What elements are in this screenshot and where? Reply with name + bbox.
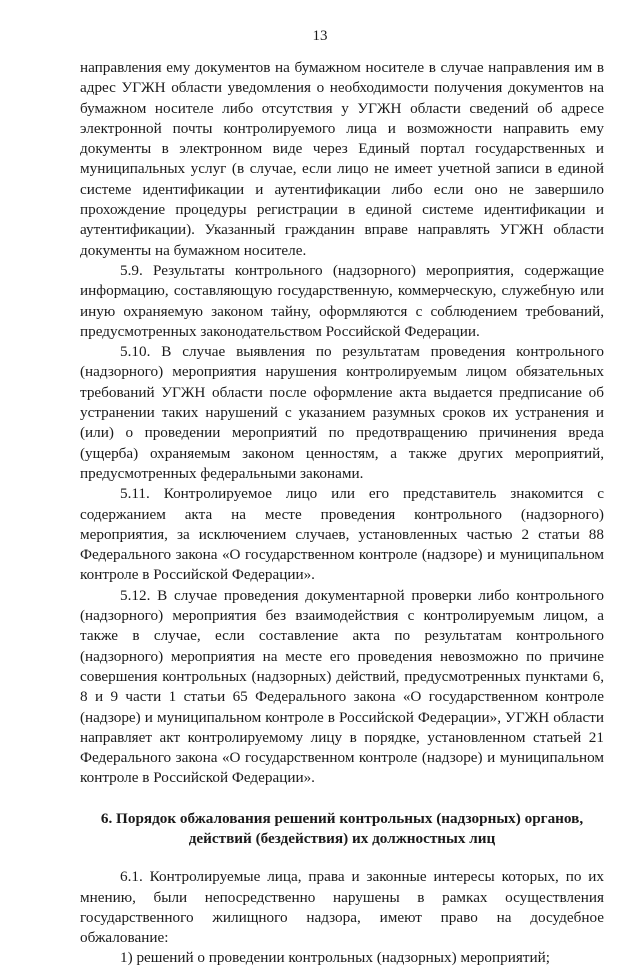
document-body <box>80 58 604 969</box>
paragraph-5-9: 5.9. Результаты контрольного (надзорного) мероприятия, содержащие информацию, составляющую государственную, коммерческую, служебную или иную охраняемую законом тайну, оформляются с соблюдением требований, предусмотренных законодательством Российской Федерации. <box>80 261 604 340</box>
paragraph-continuation: направления ему документов на бумажном носителе в случае направления им в адрес УГЖН области уведомления о необходимости получения документов на бумажном носителе либо отсутствия у УГЖН области сведений об адресе электронной почты контролируемого лица и возможности направить ему документы в электронном виде через Единый портал государственных и муниципальных услуг (в случае, если лицо не имеет учетной записи в единой системе идентификации и аутентификации либо если оно не завершило прохождение процедуры регистрации в единой системе идентификации и аутентификации). Указанный гражданин вправе направлять УГЖН области документы на бумажном носителе. <box>80 59 604 259</box>
paragraph-6-1-item-1: 1) решений о проведении контрольных (надзорных) мероприятий; <box>120 949 550 967</box>
page-number: 13 <box>312 28 328 44</box>
paragraph-5-10: 5.10. В случае выявления по результатам проведения контрольного (надзорного) мероприятия нарушения контролируемым лицом обязательных требований УГЖН области после оформление акта выдается предписание об устранении таких нарушений с указанием разумных сроков их устранения и (или) о проведении мероприятий по предотвращению причинения вреда (ущерба) охраняемым законом ценностям, а также других мероприятий, предусмотренных федеральными законами. <box>80 343 604 482</box>
paragraph-6-1: 6.1. Контролируемые лица, права и законные интересы которых, по их мнению, были непосредственно нарушены в рамках осуществления государственного жилищного надзора, имеют право на досудебное обжалование: <box>80 868 604 947</box>
paragraph-5-12: 5.12. В случае проведения документарной проверки либо контрольного (надзорного) мероприятия без взаимодействия с контролируемым лицом, а также в случае, если составление акта по результатам контрольного (надзорного) мероприятия на месте его проведения невозможно по причине совершения контрольных (надзорных) действий, предусмотренных пунктами 6, 8 и 9 части 1 статьи 65 Федерального закона «О государственном контроле (надзоре) и муниципальном контроле в Российской Федерации», УГЖН области направляет акт контролируемому лицу в порядке, установленном статьей 21 Федерального закона «О государственном контроле (надзоре) и муниципальном контроле в Российской Федерации». <box>80 586 604 787</box>
paragraph-5-11: 5.11. Контролируемое лицо или его представитель знакомится с содержанием акта на месте проведения контрольного (надзорного) мероприятия, за исключением случаев, установленных частью 2 статьи 88 Федерального закона «О государственном контроле (надзоре) и муниципальном контроле в Российской Федерации». <box>80 485 604 584</box>
section-heading-6: 6. Порядок обжалования решений контрольных (надзорных) органов, действий (бездействия) их должностных лиц <box>100 809 584 847</box>
